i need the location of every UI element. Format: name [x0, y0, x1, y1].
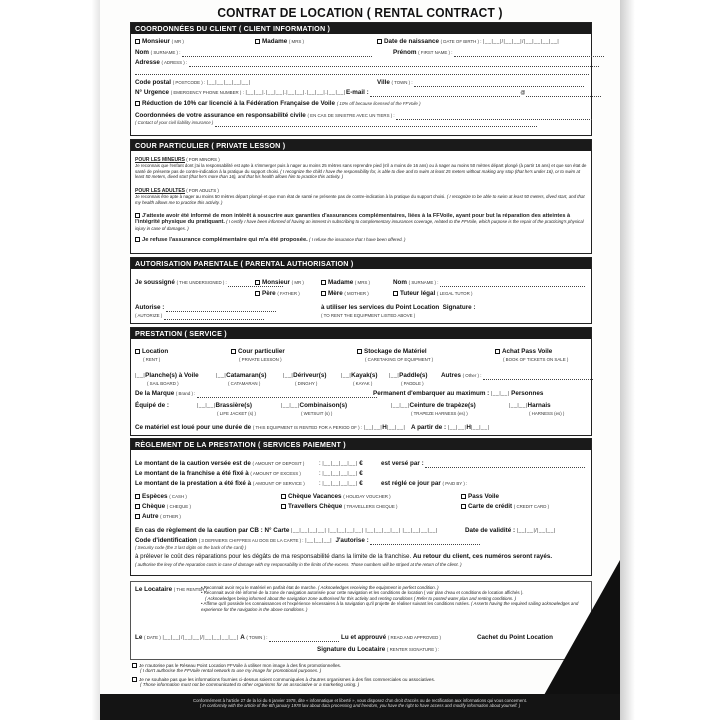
cours-checkbox[interactable]: [231, 349, 236, 354]
mere-checkbox[interactable]: [321, 291, 326, 296]
parental-utiliser-en: ( TO RENT THE EQUIPMENT LISTED ABOVE ): [321, 313, 416, 318]
renter-cachet: Cachet du Point Location: [477, 634, 553, 641]
parental-header: AUTORISATION PARENTALE ( PARENTAL AUTHORISATION ): [131, 258, 591, 269]
attest-block[interactable]: J'atteste avoir été informé de mon intérêt à souscrire aux garanties d'assurances complémentaires, liées à la FFVoile, ayant pour but la réparation des atteintes à l'intégrité physique du pratiquant. ( I certify I have been informed of having an interest in subscribing to complementary insurances coverage, related to the FFVoile, which purpose is the repair of the practicing's physical injury in case of damages. ): [135, 213, 584, 231]
payment-regle: est réglé ce jour par ( PAID BY ) :: [381, 480, 468, 487]
pay-travellers[interactable]: Travellers Chèque ( TRAVELLERS CHEQUE ): [281, 503, 397, 511]
payment-verse[interactable]: est versé par :: [381, 460, 585, 468]
payment-validite[interactable]: Date de validité : |__|__|/|__|__|: [465, 527, 556, 534]
client-madame[interactable]: Madame ( MRS ): [255, 38, 304, 46]
payment-prestation-amount[interactable]: : |__|__|__|__| €: [319, 480, 363, 487]
service-paddle[interactable]: |__|Paddle(s) ( PADDLE ): [389, 372, 428, 386]
payment-section: [130, 438, 592, 576]
pay-autre[interactable]: Autre ( OTHER ): [135, 513, 181, 521]
parental-monsieur[interactable]: Monsieur ( MR ): [255, 279, 304, 287]
service-kayak[interactable]: |__|Kayak(s) ( KAYAK ): [341, 372, 378, 386]
refuse-checkbox[interactable]: [135, 237, 140, 242]
client-urgence[interactable]: N° Urgence ( EMERGENCY PHONE NUMBER ) : |__|__|.|__|__|.|__|__|.|__|__|.|__|__|: [135, 89, 346, 96]
service-location[interactable]: Location ( RENT ): [135, 348, 168, 364]
payment-franchise[interactable]: Le montant de la franchise a été fixé à ( AMOUNT OF EXCESS ): [135, 470, 301, 477]
service-brassiere[interactable]: |__|__|Brassière(s) ( LIFE JACKET (s) ): [197, 402, 256, 416]
payment-franchise-amount[interactable]: : |__|__|__|__| €: [319, 470, 363, 477]
service-cours[interactable]: Cour particulier ( PRIVATE LESSON ): [231, 348, 285, 364]
service-deriveur[interactable]: |__|Dériveur(s) ( DINGHY ): [283, 372, 327, 386]
pere-checkbox[interactable]: [255, 291, 260, 296]
parental-section: [130, 257, 592, 324]
payment-prelever-en: ( authorise the levy of the reparation costs in case of damage with my responsability in the limits of the excess. Those numbers will be striped at the return of the client. ): [135, 562, 462, 567]
location-checkbox[interactable]: [135, 349, 140, 354]
service-header: PRESTATION ( SERVICE ): [131, 328, 591, 339]
client-header: COORDONNÉES DU CLIENT ( CLIENT INFORMATION ): [131, 23, 591, 34]
pay-carte[interactable]: Carte de crédit ( CREDIT CARD ): [461, 503, 549, 511]
service-combinaison[interactable]: |__|__|Combinaison(s) ( WETSUIT (s) ): [281, 402, 348, 416]
lesson-header: COUR PARTICULIER ( PRIVATE LESSON ): [131, 140, 591, 151]
especes-checkbox[interactable]: [135, 494, 140, 499]
payment-ident[interactable]: Code d'identification ( 3 DERNIERS CHIFFRES AU DOS DE LA CARTE ) : |__|__|__| J'autorise :: [135, 537, 480, 545]
parental-utiliser: à utiliser les services du Point Location Signature :: [321, 304, 476, 311]
attest-checkbox[interactable]: [135, 213, 140, 218]
travellers-checkbox[interactable]: [281, 504, 286, 509]
reduction-checkbox[interactable]: [135, 101, 140, 106]
page-shadow-left: [0, 0, 104, 720]
parental-autorise[interactable]: Autorise :: [135, 304, 276, 312]
service-marque[interactable]: De la Marque ( Brand ) :: [135, 390, 377, 398]
service-ceinture[interactable]: |__|__|Ceinture de trapèze(s) ( TRAPEZE HARNESS (es) ): [391, 402, 476, 416]
client-dob[interactable]: Date de naissance ( DATE OF BIRTH ) : |__|__|/|__|__|/|__|__|__|__|: [377, 38, 559, 46]
pay-pass-voile[interactable]: Pass Voile: [461, 493, 499, 501]
consent-data[interactable]: Je ne souhaite pas que les informations fournies ci-dessus soient communiquées à d'autres organismes à des fins commerciales ou associatives. ( Those information must not be communicated to other organisms for an associative or a marketing using. ): [132, 677, 452, 688]
payment-prelever: à prélever le coût des réparations pour les dégâts de ma responsabilité dans la limite de la franchise. Au retour du client, ces numéros seront rayés.: [135, 553, 553, 560]
cheque-checkbox[interactable]: [135, 504, 140, 509]
stockage-checkbox[interactable]: [357, 349, 362, 354]
renter-bullets: • Reconnait avoir reçu le matériel en parfait état de marche. ( Acknowledges receiving the equipment in perfect condition. ) • Reconnait avoir été informé de la zone de navigation autorisée pour cette navigation et les conditions de location ( voir plan d'eau et conditions de location affichés ). ( Acknowledges being informed about the navigation zone authorised for this activity and renting conditions ( Refer to posted water plan and renting conditions. ) • Affirme qu'il possède les connaissances et l'expérience nécessaires à la navigation qu'il projette de réaliser suivant les conditions notées. ( Asserts having the required sailing acknowledges and experience for the navigation in the above conditions. ): [201, 585, 579, 612]
renter-label: Le Locataire ( THE RENTER ) :: [135, 586, 210, 593]
dob-checkbox[interactable]: [377, 39, 382, 44]
parental-mere[interactable]: Mère ( MOTHER ): [321, 290, 369, 298]
service-stockage[interactable]: Stockage de Matériel ( CARETAKING OF EQUIPMENT ): [357, 348, 433, 364]
payment-ident-en: ( Security code (the 3 last digits on the back of the card) ): [135, 545, 247, 550]
client-prenom[interactable]: Prénom ( FIRST NAME ) :: [393, 49, 604, 57]
service-catamaran[interactable]: |__|Catamaran(s) ( CATAMARAN ): [216, 372, 267, 386]
client-ville[interactable]: Ville ( TOWN ) :: [377, 79, 584, 87]
payment-caution-amount[interactable]: : |__|__|__|__| €: [319, 460, 363, 467]
service-section: [130, 327, 592, 436]
pass-voile-checkbox[interactable]: [461, 494, 466, 499]
payment-cb[interactable]: En cas de règlement de la caution par CB : N° Carte |__|__|__|__| |__|__|__|__| |__|__|__|__| |__|__|__|__|: [135, 527, 438, 534]
carte-checkbox[interactable]: [461, 504, 466, 509]
client-email[interactable]: E-mail : @: [346, 89, 601, 97]
payment-caution[interactable]: Le montant de la caution versée est de ( AMOUNT OF DEPOSIT ): [135, 460, 305, 467]
minors-block: POUR LES MINEURS ( FOR MINORS ) Je reconnais que l'enfant dont j'ai la responsabilité est apte à s'immerger puis à nager au moins 25 mètres sans reprendre pied (s'il a moins de 16 ans) ou à nager au moins 50 mètres départ plongé (à partir 16 ans) et que son état de santé de présente pas de contre-indication à la pratique du support choisi. ( I recognize the child I have the responsibility for, is able to dive and to swim at least 25 meters without making any stop (that he's under 16), or to swim at least 50 meters, dived start (that he's more than 16), and that his health allows him to practice this activity. ): [135, 157, 587, 180]
page-shadow-right: [620, 0, 720, 720]
pay-cheque[interactable]: Chèque ( CHEQUE ): [135, 503, 191, 511]
service-equipe: Équipé de :: [135, 402, 169, 409]
renter-date[interactable]: Le ( DATE ) |__|__|/|__|__|/|__|__|__|__| A ( TOWN ) :: [135, 634, 339, 642]
page-title: CONTRAT DE LOCATION ( RENTAL CONTRACT ): [217, 5, 503, 20]
autre-checkbox[interactable]: [135, 514, 140, 519]
refuse-block[interactable]: Je refuse l'assurance complémentaire qui m'a été proposée. ( I refuse the insurance that I have been offered. ): [135, 237, 587, 243]
client-assurance-en: ( Contact of your civil liability insurance ): [135, 119, 537, 127]
service-planche[interactable]: |__|Planche(s) à Voile ( SAIL BOARD ): [135, 372, 199, 386]
pay-especes[interactable]: Espèces ( CASH ): [135, 493, 187, 501]
client-nom[interactable]: Nom ( SURNAME ) :: [135, 49, 372, 57]
client-assurance[interactable]: Coordonnées de votre assurance en responsabilité civile ( EN CAS DE SINISTRE AVEC UN TIERS ) :: [135, 112, 592, 120]
footer-legal: Conformément à l'article 27 de la loi du 6 janvier 1978, dite « informatique et liberté », vous disposez d'un droit d'accès ou de rectification aux informations qui vous concernent. ( In conformity with the article of the 6th january 1978 law about data processing and freedom, you have the right to have access and modify information about yourself. ): [193, 698, 527, 709]
cheque-vac-checkbox[interactable]: [281, 494, 286, 499]
client-monsieur[interactable]: Monsieur ( MR ): [135, 38, 184, 46]
parental-madame[interactable]: Madame ( MRS ): [321, 279, 370, 287]
parental-nom[interactable]: Nom ( SURNAME ) :: [393, 279, 585, 287]
pay-cheque-vac[interactable]: Chèque Vacances ( HOLIDAY VOUCHER ): [281, 493, 391, 501]
service-duree[interactable]: Ce matériel est loué pour une durée de ( THIS EQUIPMENT IS RENTED FOR A PERIOD OF ) : |__|__|H|__|__|: [135, 424, 406, 431]
service-harnais[interactable]: |__|__|Harnais ( HARNESS (es) ): [509, 402, 565, 416]
renter-lu: Lu et approuvé ( READ AND APPROVED ): [341, 634, 441, 641]
lesson-section: [130, 139, 592, 254]
client-section: [130, 22, 592, 136]
consent-image-checkbox[interactable]: [132, 663, 137, 668]
madame-checkbox[interactable]: [255, 39, 260, 44]
renter-signature[interactable]: Signature du Locataire ( RENTER SIGNATURE ) :: [317, 646, 440, 653]
payment-header: RÈGLEMENT DE LA PRESTATION ( SERVICES PAIEMENT ): [131, 439, 591, 450]
renter-section: [130, 581, 592, 660]
parental-tuteur[interactable]: Tuteur légal ( LEGAL TUTOR ): [393, 290, 472, 298]
parent-madame-checkbox[interactable]: [321, 280, 326, 285]
adresse-line-2: [135, 74, 589, 75]
payment-prestation[interactable]: Le montant de la prestation a été fixé à ( AMOUNT OF SERVICE ): [135, 480, 305, 487]
client-reduction[interactable]: Réduction de 10% car licencié à la Fédération Française de Voile ( 10% off because licensed of the FFVoile ): [135, 100, 421, 108]
client-adresse[interactable]: Adresse ( ADRESS ) :: [135, 59, 599, 67]
service-pass[interactable]: Achat Pass Voile ( BOOK OF TICKETS ON SALE ): [495, 348, 568, 364]
consent-image[interactable]: Je n'autorise pas le Réseau Point Location FFVoile à utiliser mon image à des fins promotionnelles. ( I don't authorise the FFVoile rental network to use my image for promotional purposes. ): [132, 663, 492, 674]
parental-autorise-en: ( AUTORIZE ): [135, 312, 264, 320]
tuteur-checkbox[interactable]: [393, 291, 398, 296]
consent-data-checkbox[interactable]: [132, 677, 137, 682]
service-autres[interactable]: Autres ( Other ) :: [441, 372, 593, 380]
service-permanent[interactable]: Permanent d'embarquer au maximum : |__|__| Personnes: [373, 390, 544, 397]
service-partir[interactable]: A partir de : |__|__|H|__|__|: [411, 424, 490, 431]
monsieur-checkbox[interactable]: [135, 39, 140, 44]
parental-soussigne: Je soussigné ( THE UNDERSIGNED ) :: [135, 279, 283, 287]
parent-monsieur-checkbox[interactable]: [255, 280, 260, 285]
adults-block: POUR LES ADULTES ( FOR ADULTS ) Je reconnais être apte à nager au moins 50 mètres départ plongé et que mon état de santé ne présente pas de contre-indication à la pratique du support choisi. ( I recognize to be able to swim at least 50 meters, dived start, and that my health allows me to practice this activity. ): [135, 188, 585, 205]
client-cp[interactable]: Code postal ( POSTCODE ) : |__|__|__|__|__|: [135, 79, 251, 86]
parental-pere[interactable]: Père ( FATHER ): [255, 290, 300, 298]
pass-checkbox[interactable]: [495, 349, 500, 354]
